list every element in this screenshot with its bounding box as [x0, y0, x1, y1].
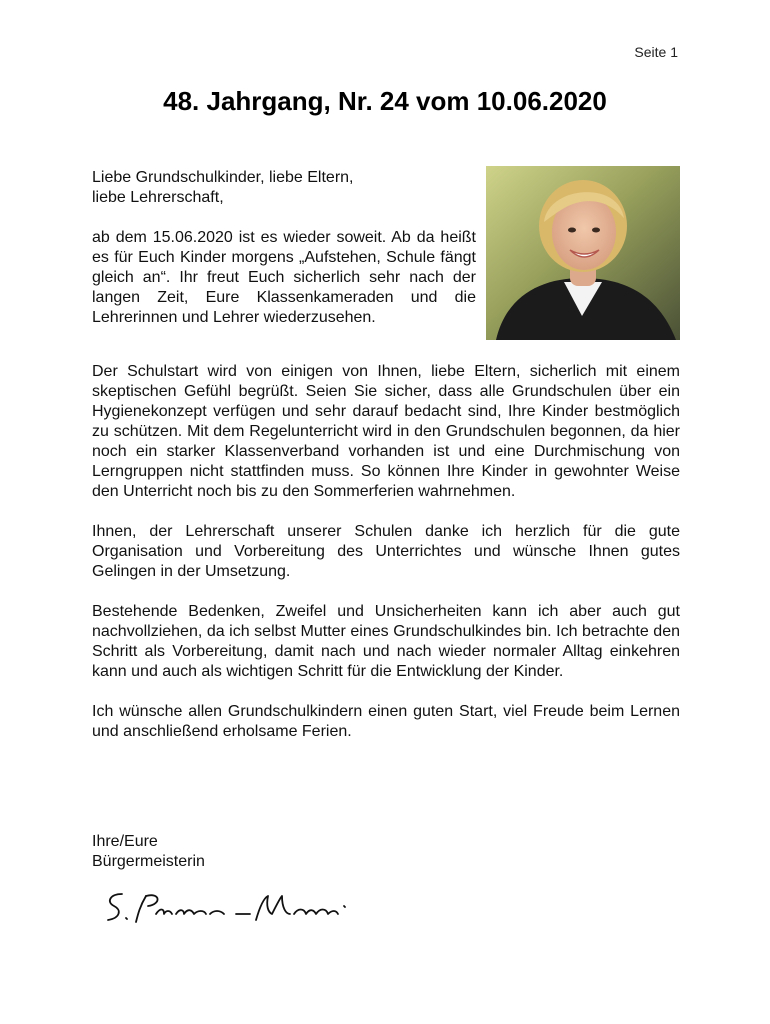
letter-closing [92, 832, 205, 872]
closing-greeting: Ihre/Eure [92, 833, 158, 850]
salutation-line-2: liebe Lehrerschaft, [92, 189, 224, 206]
handwritten-signature [100, 884, 360, 934]
intro-paragraph: ab dem 15.06.2020 ist es wieder soweit. Ab da heißt es für Euch Kinder morgens „Aufstehen, Schule fängt gleich an“. Ihr freut Euch sicherlich sehr nach der langen Zeit, Eure Klassenkameraden und die Lehrerinnen und Lehrer wiederzusehen. [92, 229, 476, 326]
portrait-illustration [486, 166, 680, 340]
letter-body [92, 362, 680, 762]
paragraph-concerns: Bestehende Bedenken, Zweifel und Unsicherheiten kann ich aber auch gut nachvollziehen, da ich selbst Mutter eines Grundschulkindes bin. Ich betrachte den Schritt als Vorbereitung, damit nach und nach wieder normaler Alltag einkehren kann und auch als wichtigen Schritt für die Entwicklung der Kinder. [92, 603, 680, 680]
paragraph-thanks: Ihnen, der Lehrerschaft unserer Schulen danke ich herzlich für die gute Organisation und Vorbereitung des Unterrichtes und wünsche Ihnen gutes Gelingen in der Umsetzung. [92, 523, 680, 580]
issue-title: 48. Jahrgang, Nr. 24 vom 10.06.2020 [163, 86, 607, 116]
salutation-line-1: Liebe Grundschulkinder, liebe Eltern, [92, 169, 354, 186]
closing-title: Bürgermeisterin [92, 853, 205, 870]
page-number: Seite 1 [634, 44, 678, 60]
mayor-portrait-photo [486, 166, 680, 340]
letter-intro [92, 168, 476, 328]
paragraph-wishes: Ich wünsche allen Grundschulkindern einen guten Start, viel Freude beim Lernen und anschließend erholsame Ferien. [92, 703, 680, 740]
paragraph-school-start: Der Schulstart wird von einigen von Ihnen, liebe Eltern, sicherlich mit einem skeptischen Gefühl begrüßt. Seien Sie sicher, dass alle Grundschulen über ein Hygienekonzept verfügen und sehr darauf bedacht sind, Ihre Kinder bestmöglich zu schützen. Mit dem Regelunterricht wird in den Grundschulen begonnen, da hier noch ein starker Klassenverband vorhanden ist und eine Durchmischung von Lerngruppen nicht stattfinden muss. So können Ihre Kinder in gewohnter Weise den Unterricht noch bis zu den Sommerferien wahrnehmen. [92, 363, 680, 500]
